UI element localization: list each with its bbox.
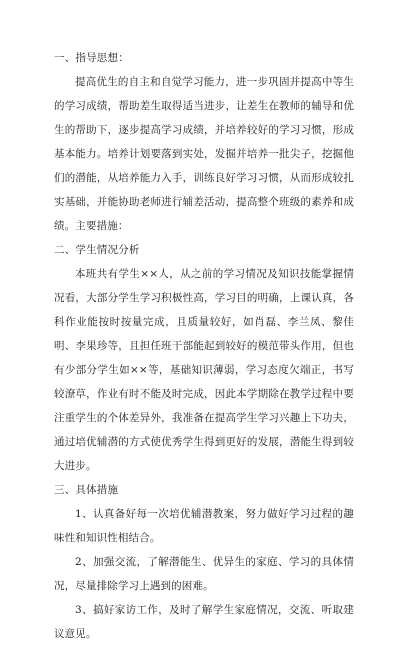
measure-item-2: 2、加强交流，了解潜能生、优异生的家庭、学习的具体情况，尽量排除学习上遇到的困难。 (54, 556, 354, 592)
document-page (54, 46, 354, 646)
section-heading-specific-measures: 三、具体措施 (54, 484, 119, 496)
measure-item-1: 1、认真备好每一次培优辅潜教案，努力做好学习过程的趣味性和知识性相结合。 (54, 508, 354, 544)
paragraph-guiding-thought: 提高优生的自主和自觉学习能力，进一步巩固并提高中等生的学习成绩，帮助差生取得适当进步，让差生在教师的辅导和优生的帮助下，逐步提高学习成绩，并培养较好的学习习惯，形成基本能力。培养计划要落到实处，发掘并培养一批尖子，挖掘他们的潜能，从培养能力入手，训练良好学习习惯，从而形成较扎实基础，并能协助老师进行辅差活动，提高整个班级的素养和成绩。主要措施： (54, 76, 354, 232)
paragraph-student-analysis: 本班共有学生××人，从之前的学习情况及知识技能掌握情况看，大部分学生学习积极性高，学习目的明确，上课认真，各科作业能按时按量完成，且质量较好，如肖磊、李兰凤、黎佳明、李果珍等，且担任班干部能起到较好的模范带头作用，但也有少部分学生如××等，基础知识薄弱，学习态度欠端正，书写较潦草，作业有时不能及时完成，因此本学期除在教学过程中要注重学生的个体差异外，我准备在提高学生学习兴趣上下功夫，通过培优辅潜的方式使优秀学生得到更好的发展，潜能生得到较大进步。 (54, 268, 354, 472)
section-heading-student-analysis: 二、学生情况分析 (54, 244, 140, 256)
section-heading-guiding-thought: 一、指导思想： (54, 52, 129, 64)
measure-item-3: 3、搞好家访工作，及时了解学生家庭情况，交流、听取建议意见。 (54, 604, 354, 640)
